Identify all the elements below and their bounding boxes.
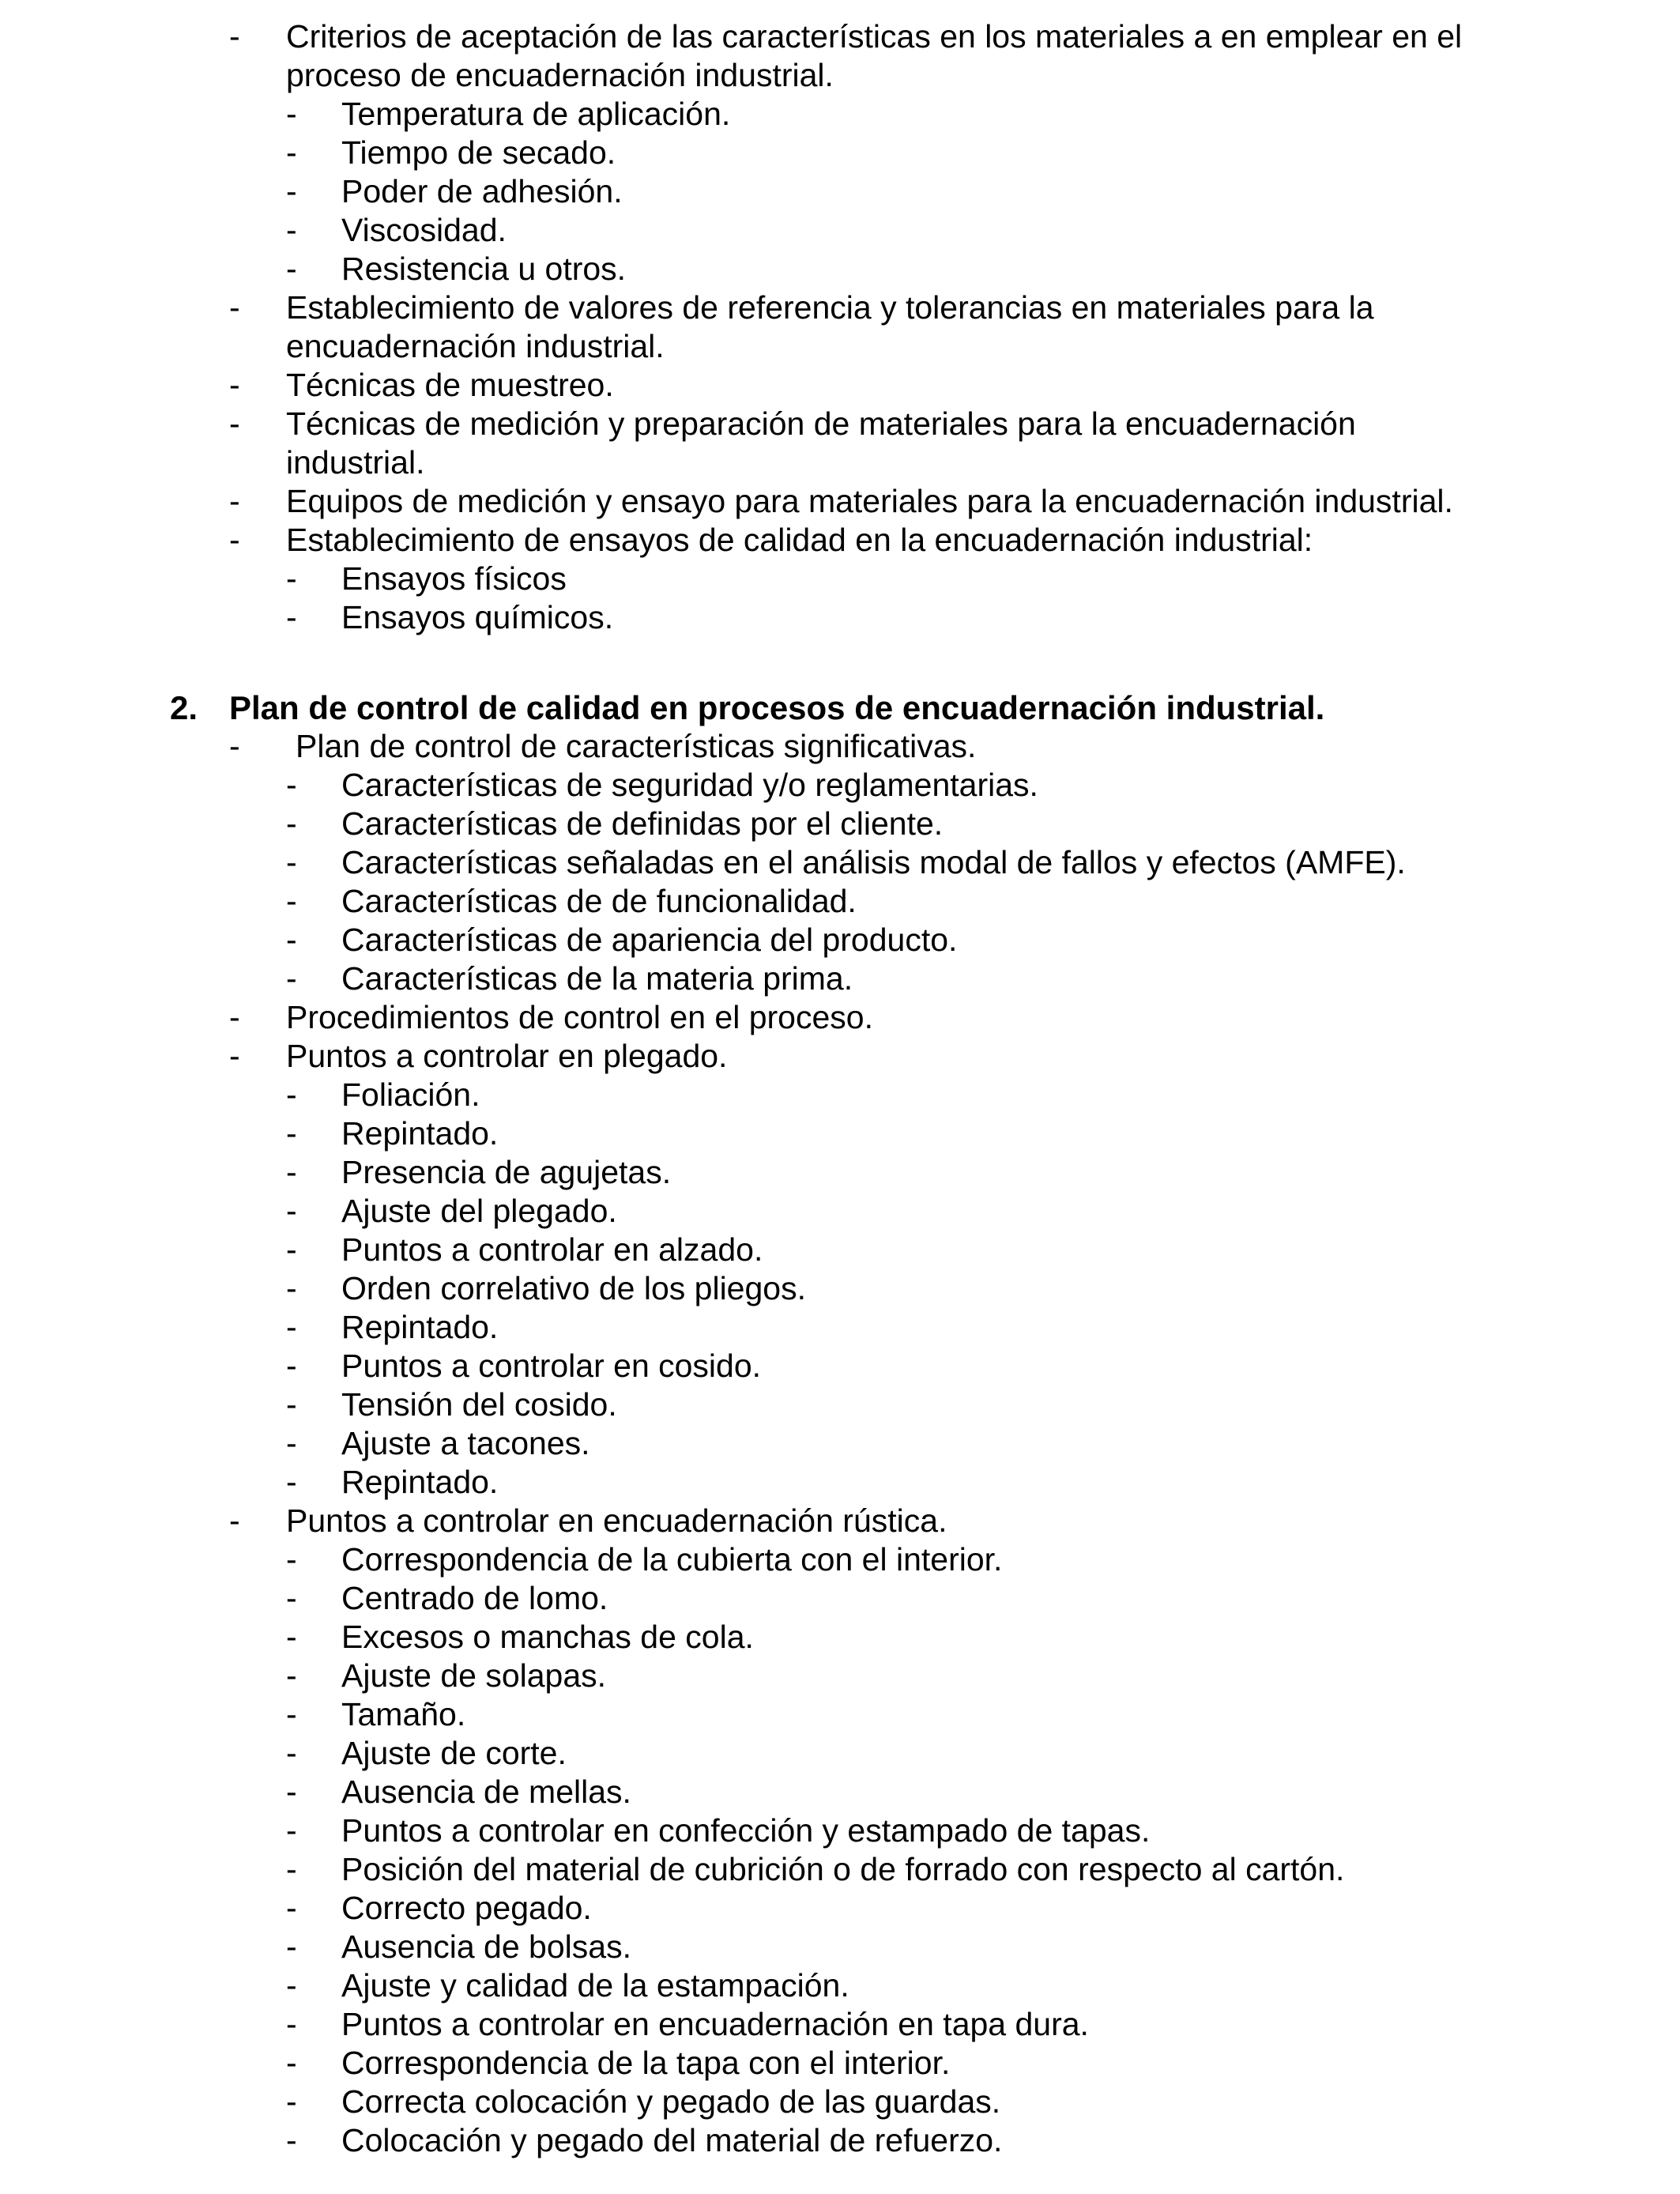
list-item-text: Tamaño. (341, 1696, 466, 1732)
bullet-dash: - (229, 289, 240, 326)
list-item-text: Repintado. (341, 1464, 499, 1500)
bullet-dash: - (286, 1696, 297, 1732)
bullet-dash: - (286, 844, 297, 880)
bullet-dash: - (286, 922, 297, 958)
list-item-text: Características de seguridad y/o reglamentarias. (341, 767, 1038, 803)
bullet-dash: - (286, 1076, 297, 1113)
list-item-text: Correspondencia de la cubierta con el interior. (341, 1541, 1003, 1578)
list-item-text: Puntos a controlar en plegado. (286, 1038, 728, 1074)
bullet-dash: - (286, 1348, 297, 1384)
list-item-text: Puntos a controlar en alzado. (341, 1231, 763, 1268)
list-item-text: Tensión del cosido. (341, 1386, 617, 1423)
bullet-dash: - (286, 1619, 297, 1655)
bullet-dash: - (286, 1115, 297, 1152)
bullet-dash: - (286, 2083, 297, 2120)
bullet-dash: - (229, 367, 240, 403)
bullet-dash: - (286, 1967, 297, 2004)
bullet-dash: - (229, 728, 240, 764)
list-item-text: Correcto pegado. (341, 1890, 592, 1926)
section-2-number: 2. (170, 689, 198, 726)
list-item-text: Técnicas de medición y preparación de materiales para la encuadernación (286, 405, 1356, 442)
list-item-text: Ajuste y calidad de la estampación. (341, 1967, 849, 2004)
bullet-dash: - (286, 1231, 297, 1268)
list-item-text: Posición del material de cubrición o de forrado con respecto al cartón. (341, 1851, 1345, 1887)
list-item-text: Plan de control de características significativas. (296, 728, 977, 764)
bullet-dash: - (286, 1464, 297, 1500)
list-item-text: Ajuste a tacones. (341, 1425, 590, 1461)
bullet-dash: - (286, 1154, 297, 1190)
list-item-text: Ensayos químicos. (341, 599, 614, 635)
list-item-text: Ajuste del plegado. (341, 1193, 617, 1229)
bullet-dash: - (286, 1309, 297, 1345)
list-item-text: Viscosidad. (341, 212, 507, 248)
bullet-dash: - (286, 1580, 297, 1616)
bullet-dash: - (229, 1502, 240, 1539)
list-item-text: Puntos a controlar en encuadernación rústica. (286, 1502, 947, 1539)
list-item-text: Características señaladas en el análisis modal de fallos y efectos (AMFE). (341, 844, 1406, 880)
list-item-text: Ausencia de bolsas. (341, 1928, 631, 1965)
bullet-dash: - (229, 483, 240, 519)
list-item-text: Características de la materia prima. (341, 960, 853, 997)
bullet-dash: - (286, 767, 297, 803)
bullet-dash: - (286, 560, 297, 597)
bullet-dash: - (286, 1812, 297, 1849)
list-item-text: Correspondencia de la tapa con el interior. (341, 2045, 951, 2081)
bullet-dash: - (286, 1657, 297, 1694)
list-item-text: Centrado de lomo. (341, 1580, 608, 1616)
list-item-text: industrial. (286, 444, 425, 481)
bullet-dash: - (286, 1541, 297, 1578)
list-item-text: Procedimientos de control en el proceso. (286, 999, 873, 1035)
list-item-text: Colocación y pegado del material de refuerzo. (341, 2122, 1003, 2158)
bullet-dash: - (286, 1425, 297, 1461)
bullet-dash: - (286, 1890, 297, 1926)
list-item-text: Criterios de aceptación de las características en los materiales a en emplear en el (286, 18, 1463, 55)
bullet-dash: - (229, 18, 240, 55)
bullet-dash: - (286, 599, 297, 635)
bullet-dash: - (286, 1193, 297, 1229)
list-item-text: Puntos a controlar en encuadernación en tapa dura. (341, 2006, 1089, 2042)
list-item-text: Establecimiento de ensayos de calidad en la encuadernación industrial: (286, 522, 1313, 558)
bullet-dash: - (286, 1270, 297, 1306)
list-item-text: Orden correlativo de los pliegos. (341, 1270, 806, 1306)
bullet-dash: - (286, 960, 297, 997)
bullet-dash: - (286, 173, 297, 209)
list-item-text: Equipos de medición y ensayo para materiales para la encuadernación industrial. (286, 483, 1453, 519)
bullet-dash: - (286, 805, 297, 842)
bullet-dash: - (286, 2122, 297, 2158)
list-item-text: Ajuste de corte. (341, 1735, 567, 1771)
list-item-text: Ausencia de mellas. (341, 1774, 631, 1810)
list-item-text: Poder de adhesión. (341, 173, 623, 209)
list-item-text: Características de de funcionalidad. (341, 883, 857, 919)
list-item-text: encuadernación industrial. (286, 328, 665, 364)
list-item-text: Establecimiento de valores de referencia y tolerancias en materiales para la (286, 289, 1374, 326)
bullet-dash: - (286, 134, 297, 171)
bullet-dash: - (286, 1386, 297, 1423)
bullet-dash: - (286, 883, 297, 919)
bullet-dash: - (286, 2006, 297, 2042)
bullet-dash: - (286, 1928, 297, 1965)
bullet-dash: - (286, 212, 297, 248)
bullet-dash: - (286, 1735, 297, 1771)
list-item-text: Características de apariencia del producto. (341, 922, 958, 958)
section-2-title: Plan de control de calidad en procesos de encuadernación industrial. (229, 689, 1325, 726)
list-item-text: Presencia de agujetas. (341, 1154, 672, 1190)
bullet-dash: - (229, 999, 240, 1035)
bullet-dash: - (286, 96, 297, 132)
list-item-text: Ensayos físicos (341, 560, 567, 597)
list-item-text: Ajuste de solapas. (341, 1657, 607, 1694)
bullet-dash: - (286, 2045, 297, 2081)
list-item-text: Resistencia u otros. (341, 251, 627, 287)
bullet-dash: - (286, 251, 297, 287)
list-item-text: Tiempo de secado. (341, 134, 616, 171)
list-item-text: Foliación. (341, 1076, 480, 1113)
list-item-text: Repintado. (341, 1309, 499, 1345)
bullet-dash: - (229, 522, 240, 558)
list-item-text: Puntos a controlar en cosido. (341, 1348, 762, 1384)
bullet-dash: - (229, 405, 240, 442)
list-item-text: Temperatura de aplicación. (341, 96, 731, 132)
list-item-text: Características de definidas por el cliente. (341, 805, 944, 842)
list-item-text: Puntos a controlar en confección y estampado de tapas. (341, 1812, 1151, 1849)
bullet-dash: - (286, 1851, 297, 1887)
list-item-text: Técnicas de muestreo. (286, 367, 614, 403)
list-item-text: Excesos o manchas de cola. (341, 1619, 754, 1655)
bullet-dash: - (229, 1038, 240, 1074)
list-item-text: Correcta colocación y pegado de las guardas. (341, 2083, 1001, 2120)
list-item-text: proceso de encuadernación industrial. (286, 57, 834, 93)
bullet-dash: - (286, 1774, 297, 1810)
list-item-text: Repintado. (341, 1115, 499, 1152)
